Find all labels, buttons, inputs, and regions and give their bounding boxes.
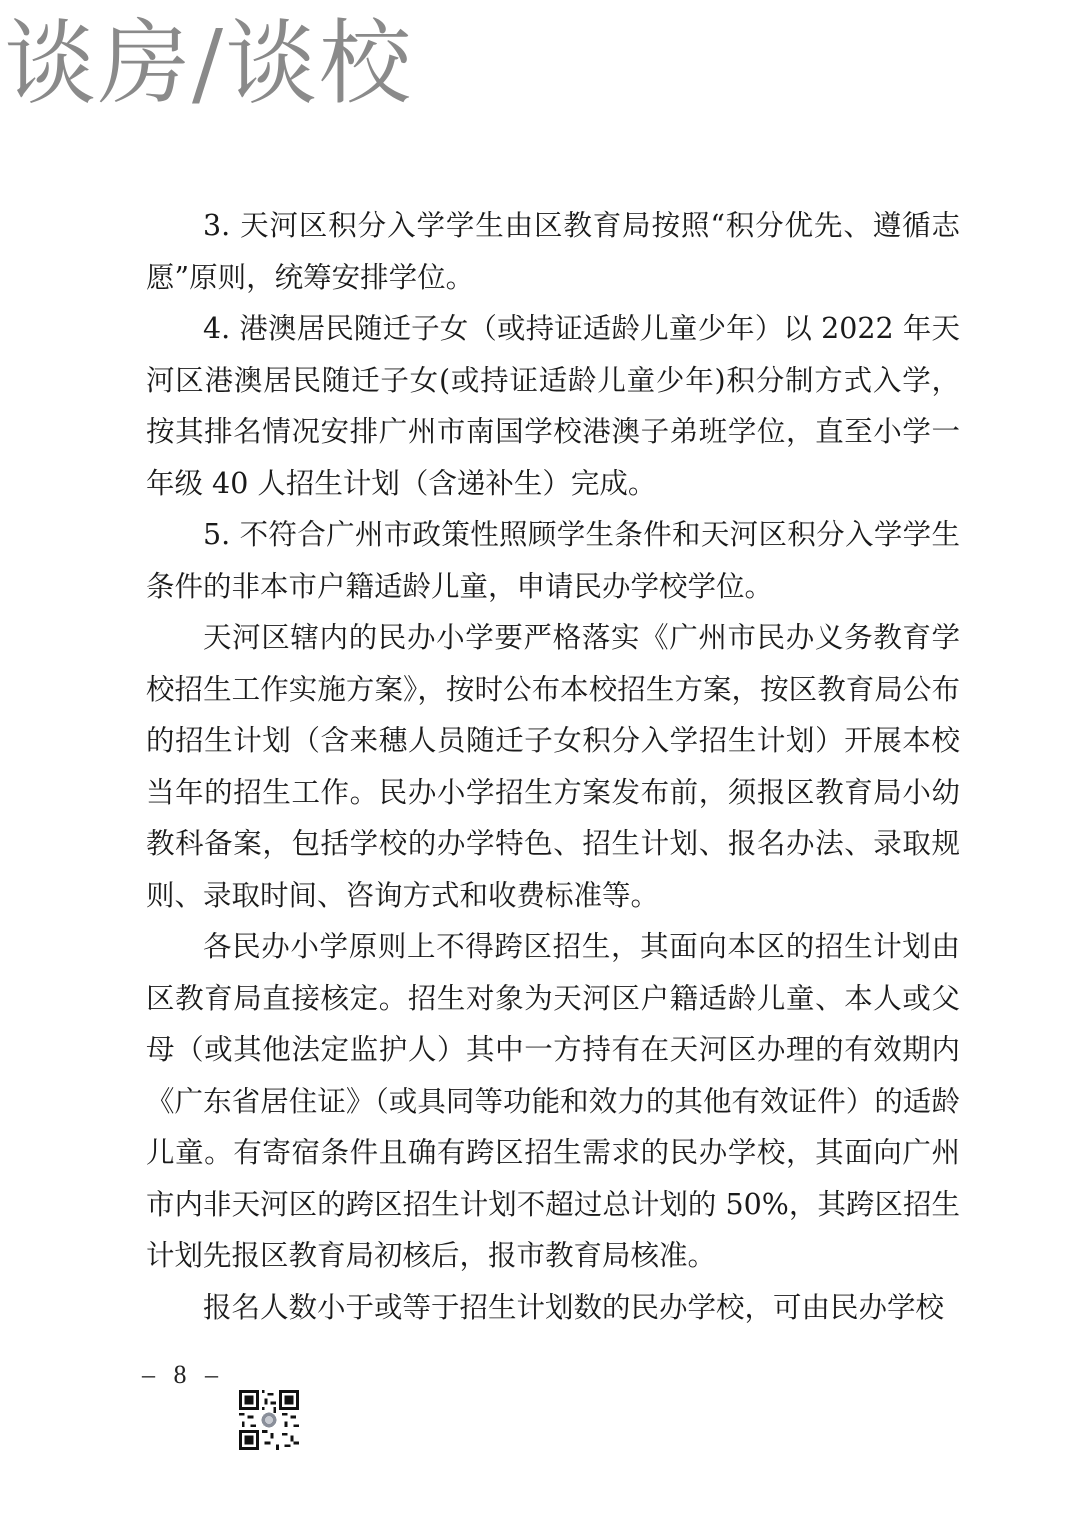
paragraph-item-3: 3. 天河区积分入学学生由区教育局按照“积分优先、遵循志愿”原则，统筹安排学位。 — [146, 209, 960, 294]
paragraph-cross-district: 各民办小学原则上不得跨区招生，其面向本区的招生计划由区教育局直接核定。招生对象为天河区户籍适龄儿童、本人或父母（或其他法定监护人）其中一方持有在天河区办理的有效期内《广东省居住证》（或具同等功能和效力的其他有效证件）的适龄儿童。有寄宿条件且确有跨区招生需求的民办学校，其面向广州市内非天河区的跨区招生计划不超过总计划的 50%，其跨区招生计划先报区教育局初核后，报市教育局核准。 — [146, 930, 960, 1272]
document-body — [146, 200, 960, 1333]
paragraph-item-5: 5. 不符合广州市政策性照顾学生条件和天河区积分入学学生条件的非本市户籍适龄儿童，申请民办学校学位。 — [146, 518, 960, 603]
paragraph-item-4: 4. 港澳居民随迁子女（或持证适龄儿童少年）以 2022 年天河区港澳居民随迁子女(或持证适龄儿童少年)积分制方式入学，按其排名情况安排广州市南国学校港澳子弟班学位，直至小学一年级 40 人招生计划（含递补生）完成。 — [146, 312, 960, 500]
qr-code-icon — [238, 1390, 300, 1450]
paragraph-private-school-enrollment: 天河区辖内的民办小学要严格落实《广州市民办义务教育学校招生工作实施方案》，按时公布本校招生方案，按区教育局公布的招生计划（含来穗人员随迁子女积分入学招生计划）开展本校当年的招生工作。民办小学招生方案发布前，须报区教育局小幼教科备案，包括学校的办学特色、招生计划、报名办法、录取规则、录取时间、咨询方式和收费标准等。 — [146, 621, 960, 912]
watermark-text: 谈房/谈校 — [4, 10, 413, 117]
paragraph-applicants-count: 报名人数小于或等于招生计划数的民办学校，可由民办学校 — [203, 1290, 945, 1324]
page-number: – 8 – — [142, 1360, 224, 1389]
